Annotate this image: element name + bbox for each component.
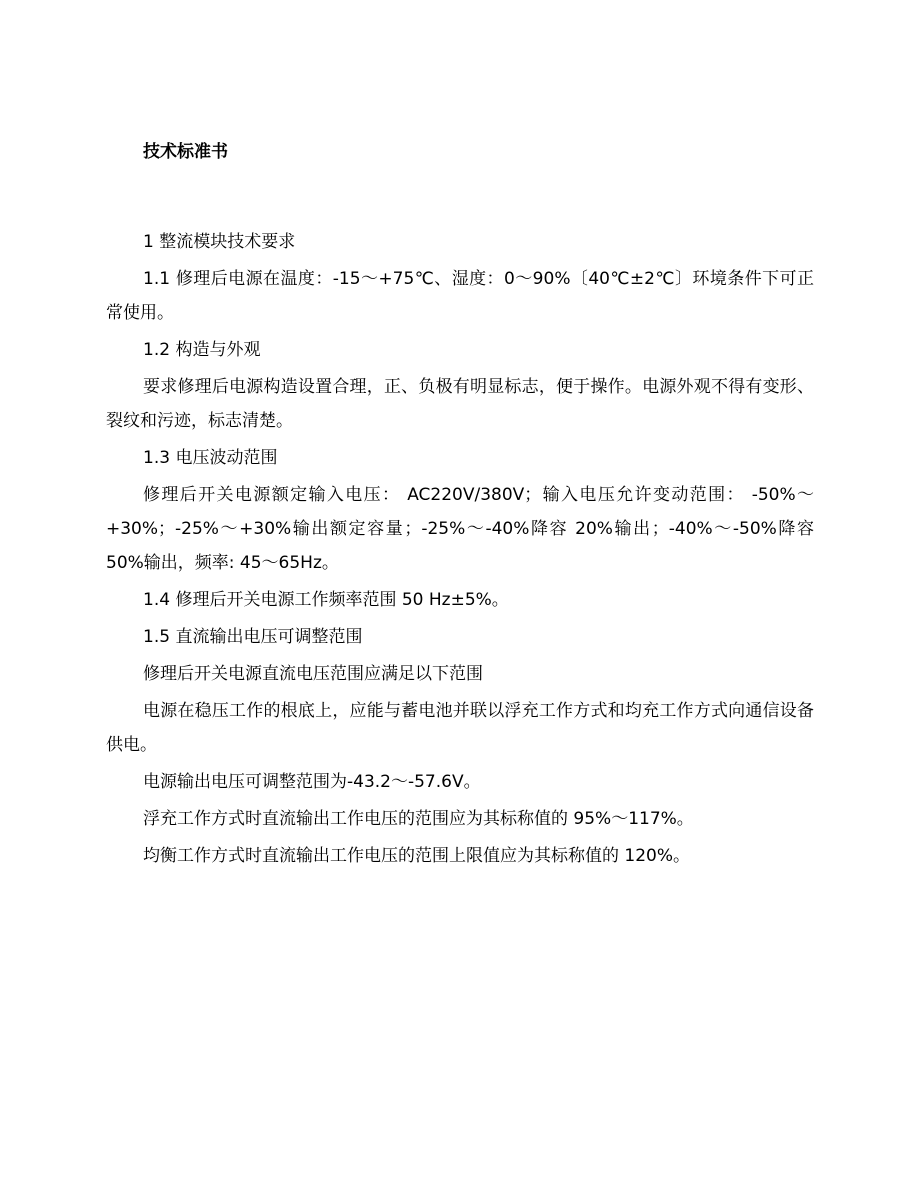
paragraph-input-voltage: 修理后开关电源额定输入电压： AC220V/380V；输入电压允许变动范围： -50%～+30%；-25%～+30%输出额定容量；-25%～-40%降容 20%输出；-40%～-50%降容 50%输出，频率: 45～65Hz。 <box>106 485 814 573</box>
heading-rectifier-requirements: 1 整流模块技术要求 <box>143 232 296 252</box>
document-body <box>106 225 814 876</box>
heading-1-3-voltage-fluctuation: 1.3 电压波动范围 <box>143 448 278 468</box>
paragraph-1-4-frequency: 1.4 修理后开关电源工作频率范围 50 Hz±5%。 <box>143 590 509 610</box>
paragraph-dc-range: 修理后开关电源直流电压范围应满足以下范围 <box>143 664 483 684</box>
paragraph-structure-requirements: 要求修理后电源构造设置合理，正、负极有明显标志，便于操作。电源外观不得有变形、裂纹和污迹，标志清楚。 <box>106 377 814 431</box>
paragraph-equalize-range: 均衡工作方式时直流输出工作电压的范围上限值应为其标称值的 120%。 <box>143 846 691 866</box>
paragraph-output-adjust-range: 电源输出电压可调整范围为-43.2～-57.6V。 <box>143 772 481 792</box>
paragraph-1-1-environment: 1.1 修理后电源在温度：-15～+75℃、湿度：0～90%〔40℃±2℃〕环境条件下可正常使用。 <box>106 269 814 323</box>
heading-1-2-structure: 1.2 构造与外观 <box>143 340 261 360</box>
heading-1-5-dc-output: 1.5 直流输出电压可调整范围 <box>143 627 363 647</box>
document-title: 技术标准书 <box>143 142 228 162</box>
paragraph-float-equalize: 电源在稳压工作的根底上，应能与蓄电池并联以浮充工作方式和均充工作方式向通信设备供电。 <box>106 701 814 755</box>
paragraph-float-range: 浮充工作方式时直流输出工作电压的范围应为其标称值的 95%～117%。 <box>143 809 694 829</box>
